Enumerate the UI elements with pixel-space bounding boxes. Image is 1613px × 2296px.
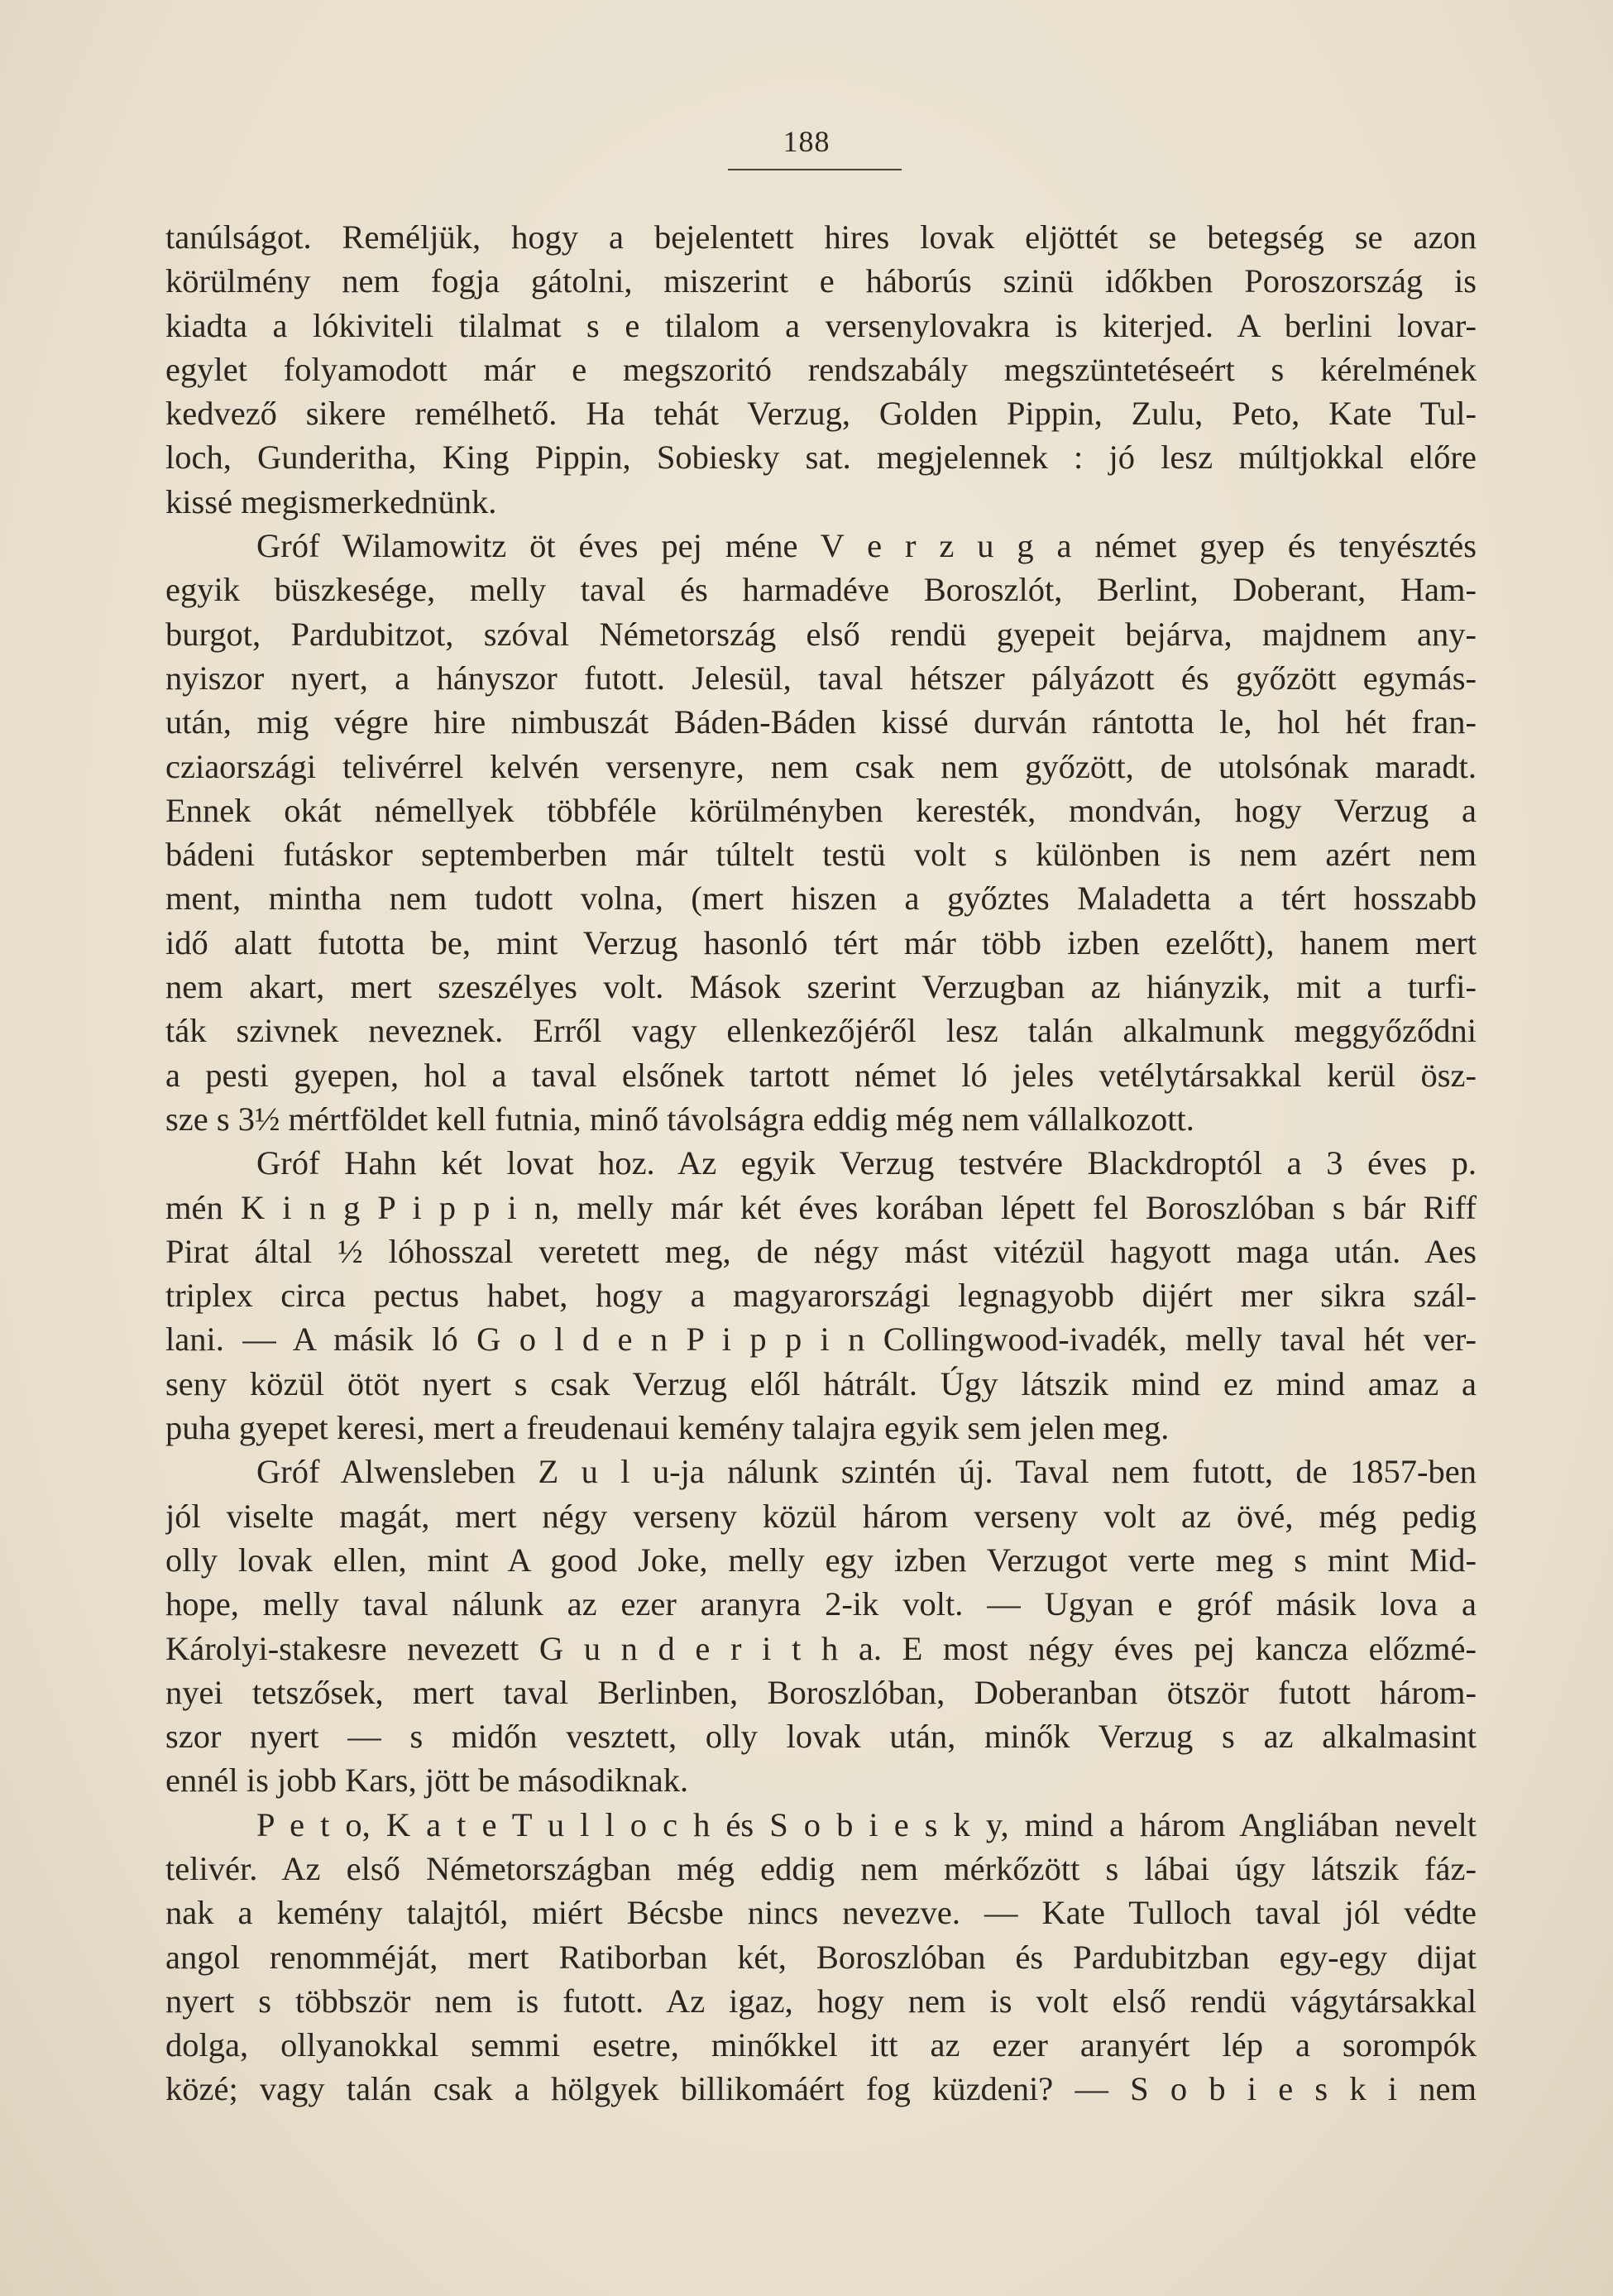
text-line: telivér. Az első Németországban még eddig nem mérkőzött s lábai úgy látszik fáz-	[165, 1849, 1477, 1887]
text-line: nak a kemény talajtól, miért Bécsbe nincs nevezve. — Kate Tulloch taval jól védte	[165, 1894, 1477, 1932]
text-line: egyik büszkesége, melly taval és harmadéve Boroszlót, Berlint, Doberant, Ham-	[165, 571, 1477, 609]
page-number: 188	[783, 125, 830, 158]
text-line: sze s 3½ mértföldet kell futnia, minő távolságra eddig még nem vállalkozott.	[165, 1100, 1194, 1138]
text-line: Gróf Wilamowitz öt éves pej méne V e r z u g a német gyep és tenyésztés	[256, 527, 1477, 565]
text-line: nyert s többször nem is futott. Az igaz, hogy nem is volt első rendü vágytársakkal	[165, 1982, 1477, 2020]
text-line: tanúlságot. Reméljük, hogy a bejelentett hires lovak eljöttét se betegség se azon	[165, 218, 1477, 256]
text-line: egylet folyamodott már e megszoritó rendszabály megszüntetéseért s kérelmének	[165, 350, 1477, 388]
text-line: Pirat által ½ lóhosszal veretett meg, de négy mást vitézül hagyott maga után. Aes	[165, 1232, 1477, 1270]
header-rule	[728, 169, 902, 170]
text-line: loch, Gunderitha, King Pippin, Sobiesky sat. megjelennek : jó lesz múltjokkal előre	[165, 439, 1477, 477]
text-line: hope, melly taval nálunk az ezer aranyra 2-ik volt. — Ugyan e gróf másik lova a	[165, 1585, 1477, 1623]
text-line: Gróf Alwensleben Z u l u-ja nálunk szintén új. Taval nem futott, de 1857-ben	[256, 1453, 1477, 1491]
text-line: seny közül ötöt nyert s csak Verzug elől hátrált. Úgy látszik mind ez mind amaz a	[165, 1364, 1477, 1402]
text-line: mén K i n g P i p p i n, melly már két éves korában lépett fel Boroszlóban s bár Riff	[165, 1188, 1477, 1226]
text-line: Károlyi-stakesre nevezett G u n d e r i t h a. E most négy éves pej kancza előzmé-	[165, 1629, 1477, 1667]
text-line: bádeni futáskor septemberben már túltelt testü volt s különben is nem azért nem	[165, 836, 1477, 874]
text-line: olly lovak ellen, mint A good Joke, melly egy izben Verzugot verte meg s mint Mid-	[165, 1541, 1477, 1579]
text-line: kissé megismerkednünk.	[165, 482, 497, 520]
text-line: idő alatt futotta be, mint Verzug hasonló tért már több izben ezelőtt), hanem mert	[165, 923, 1477, 961]
text-line: nem akart, mert szeszélyes volt. Mások szerint Verzugban az hiányzik, mit a turfi-	[165, 968, 1477, 1006]
text-line: közé; vagy talán csak a hölgyek billikomáért fog küzdeni? — S o b i e s k i nem	[165, 2070, 1477, 2108]
text-line: körülmény nem fogja gátolni, miszerint e háborús szinü időkben Poroszország is	[165, 262, 1477, 300]
text-line: nyei tetszősek, mert taval Berlinben, Boroszlóban, Doberanban ötször futott három-	[165, 1673, 1477, 1711]
paragraph	[165, 1450, 1477, 1802]
text-line: szor nyert — s midőn vesztett, olly lovak után, minők Verzug s az alkalmasint	[165, 1718, 1477, 1756]
paragraph	[165, 1141, 1477, 1450]
text-line: burgot, Pardubitzot, szóval Németország első rendü gyepeit bejárva, majdnem any-	[165, 615, 1477, 653]
paragraph	[165, 1803, 1477, 2111]
text-line: után, mig végre hire nimbuszát Báden-Báden kissé durván rántotta le, hol hét fran-	[165, 703, 1477, 741]
text-line: triplex circa pectus habet, hogy a magyarországi legnagyobb dijért mer sikra szál-	[165, 1277, 1477, 1315]
text-line: ennél is jobb Kars, jött be másodiknak.	[165, 1762, 689, 1800]
text-line: Ennek okát némellyek többféle körülményben keresték, mondván, hogy Verzug a	[165, 791, 1477, 829]
text-line: jól viselte magát, mert négy verseny közül három verseny volt az övé, még pedig	[165, 1497, 1477, 1535]
text-line: a pesti gyepen, hol a taval elsőnek tartott német ló jeles vetélytársakkal kerül ösz-	[165, 1056, 1477, 1094]
paragraph	[165, 524, 1477, 1141]
text-line: P e t o, K a t e T u l l o c h és S o b i e s k y, mind a három Angliában nevelt	[256, 1805, 1477, 1843]
text-line: cziaországi telivérrel kelvén versenyre, nem csak nem győzött, de utolsónak maradt.	[165, 747, 1477, 785]
text-line: Gróf Hahn két lovat hoz. Az egyik Verzug testvére Blackdroptól a 3 éves p.	[256, 1144, 1477, 1182]
body-text	[165, 215, 1477, 2111]
text-line: puha gyepet keresi, mert a freudenaui kemény talajra egyik sem jelen meg.	[165, 1409, 1170, 1447]
text-line: angol renomméját, mert Ratiborban két, Boroszlóban és Pardubitzban egy-egy dijat	[165, 1938, 1477, 1976]
text-line: dolga, ollyanokkal semmi esetre, minőkkel itt az ezer aranyért lép a sorompók	[165, 2026, 1477, 2064]
text-line: ment, mintha nem tudott volna, (mert hiszen a győztes Maladetta a tért hosszabb	[165, 880, 1477, 918]
text-line: lani. — A másik ló G o l d e n P i p p i n Collingwood-ivadék, melly taval hét ver-	[165, 1321, 1477, 1359]
text-line: kiadta a lókiviteli tilalmat s e tilalom a versenylovakra is kiterjed. A berlini lovar-	[165, 306, 1477, 344]
text-line: ták szivnek neveznek. Erről vagy ellenkezőjéről lesz talán alkalmunk meggyőződni	[165, 1012, 1477, 1050]
paragraph	[165, 215, 1477, 524]
text-line: nyiszor nyert, a hányszor futott. Jelesül, taval hétszer pályázott és győzött egymás-	[165, 659, 1477, 697]
text-line: kedvező sikere remélhető. Ha tehát Verzug, Golden Pippin, Zulu, Peto, Kate Tul-	[165, 395, 1477, 433]
